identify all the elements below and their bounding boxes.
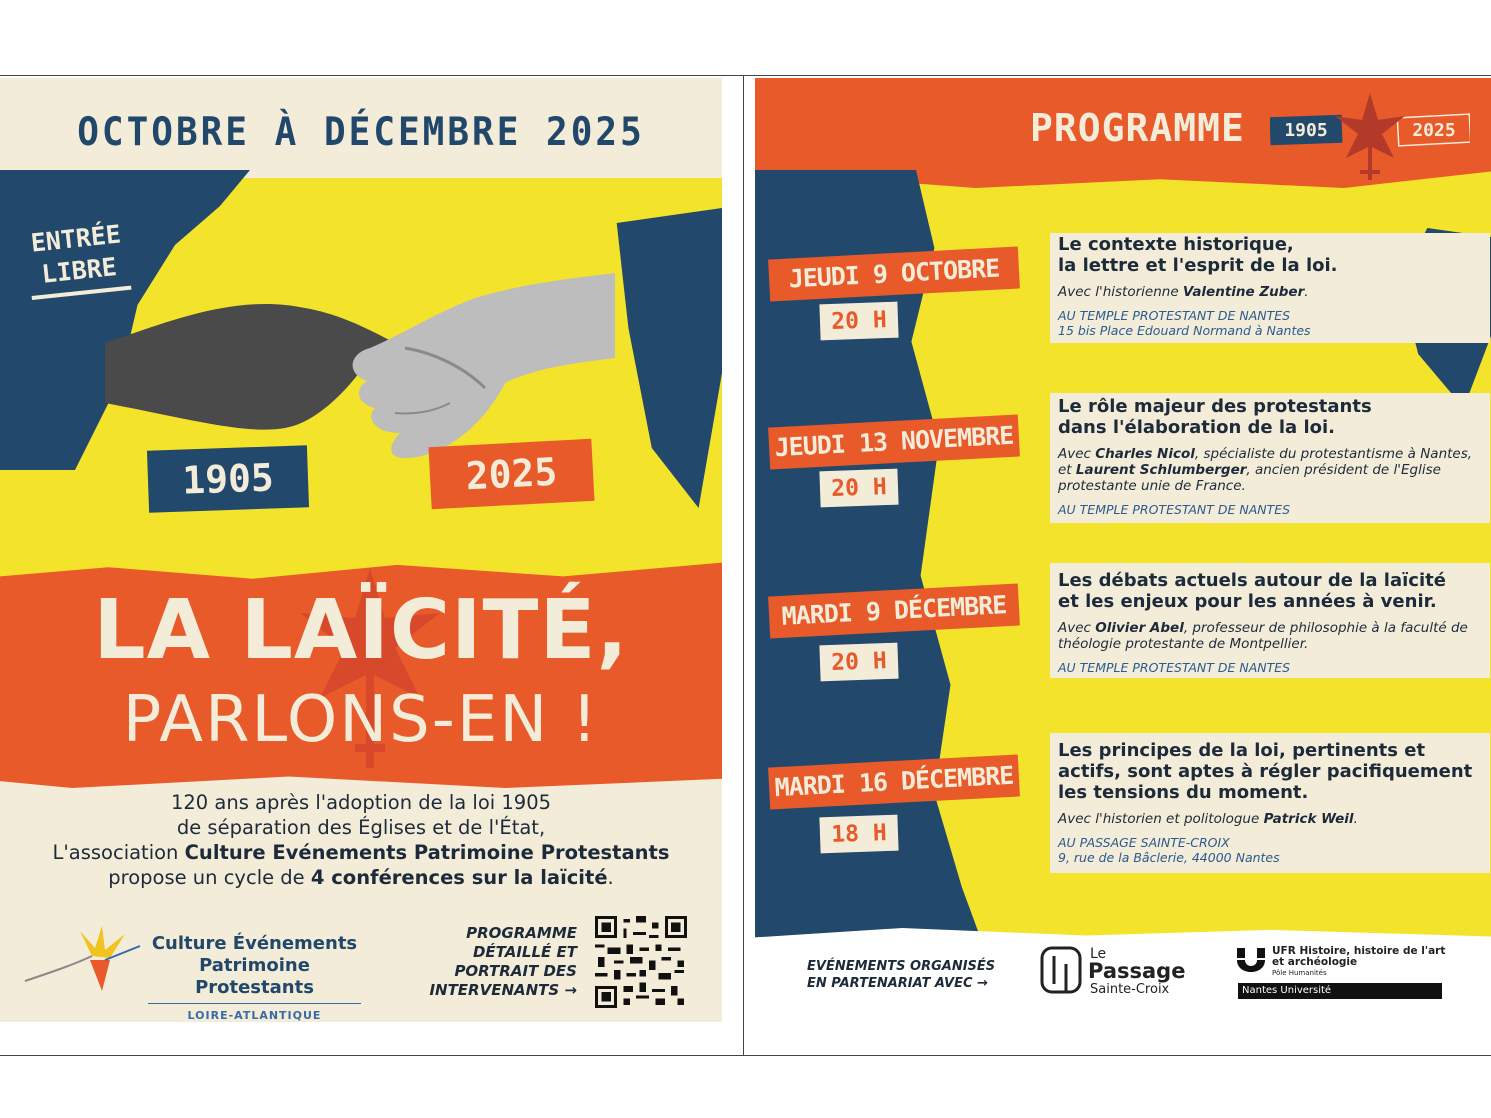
passage-name: Passage (1088, 959, 1186, 983)
programme-link[interactable]: PROGRAMME DÉTAILLÉ ET PORTRAIT DES INTERVENANTS → (429, 924, 577, 999)
main-headline: LA LAÏCITÉ, (93, 583, 629, 678)
event-1-time: 20 H (819, 302, 898, 341)
center-rule (743, 75, 744, 1055)
bottom-rule (0, 1055, 1491, 1056)
right-programme (755, 78, 1491, 1022)
event-2-details: Le rôle majeur des protestants dans l'élaboration de la loi. Avec Charles Nicol, spécialiste du protestantisme à Nantes, et Laurent Schlumberger, ancien président de l'Eglise protestante unie de France. AU TEMPLE PROTESTANT DE NANTES (1058, 396, 1473, 517)
event-2-date: JEUDI 13 NOVEMBRE (768, 414, 1020, 469)
free-entry-label: ENTRÉE LIBRE (25, 218, 132, 300)
event-1-date: JEUDI 9 OCTOBRE (768, 246, 1020, 301)
year-end-tag: 2025 (428, 439, 594, 509)
event-2-time: 20 H (819, 469, 898, 508)
event-3-details: Les débats actuels autour de la laïcité et les enjeux pour les années à venir. Avec Olivier Abel, professeur de philosophie à la faculté de théologie protestante de Montpellier. AU TEMPLE PROTESTANT DE NANTES (1058, 570, 1468, 675)
nantes-universite-logo-icon (1237, 948, 1265, 974)
year-start-tag: 1905 (147, 445, 309, 513)
description: 120 ans après l'adoption de la loi 1905 de séparation des Églises et de l'État, L'association Culture Evénements Patrimoine Protestants propose un cycle de 4 conférences sur la laïcité. (52, 791, 670, 889)
left-poster (0, 78, 722, 1022)
event-4-details: Les principes de la loi, pertinents et actifs, sont aptes à régler pacifiquement les tensions du moment. Avec l'historien et politologue Patrick Weil. AU PASSAGE SAINTE-CROIX 9, rue de la Bâclerie, 44000 Nantes (1058, 740, 1473, 865)
event-4-date: MARDI 16 DÉCEMBRE (768, 754, 1020, 809)
badge-year-start: 1905 (1284, 120, 1328, 141)
programme-title: PROGRAMME (1030, 106, 1245, 150)
badge-year-end: 2025 (1412, 120, 1456, 141)
cepp-logo-text: Culture Événements Patrimoine Protestants LOIRE-ATLANTIQUE (142, 933, 367, 1022)
main-subheadline: PARLONS-EN ! (122, 683, 600, 757)
event-1-details: Le contexte historique, la lettre et l'esprit de la loi. Avec l'historienne Valentine Zuber. AU TEMPLE PROTESTANT DE NANTES 15 bis Place Edouard Normand à Nantes (1058, 234, 1338, 338)
passage-le: Le (1090, 946, 1107, 962)
qr-code-icon[interactable] (595, 916, 687, 1008)
passage-sub: Sainte-Croix (1090, 982, 1170, 997)
event-3-date: MARDI 9 DÉCEMBRE (768, 583, 1020, 638)
event-4-time: 18 H (819, 815, 898, 854)
year-badge (1270, 88, 1470, 183)
date-range-title: OCTOBRE À DÉCEMBRE 2025 (77, 109, 645, 156)
partners-label: EVÉNEMENTS ORGANISÉS EN PARTENARIAT AVEC → (807, 959, 996, 991)
event-3-time: 20 H (819, 643, 898, 682)
nantes-universite-bar: Nantes Université (1238, 983, 1442, 999)
cepp-logo-icon (20, 926, 145, 996)
ufr-label: UFR Histoire, histoire de l'art et archéologie Pôle Humanités (1272, 945, 1446, 977)
top-rule (0, 75, 1491, 76)
